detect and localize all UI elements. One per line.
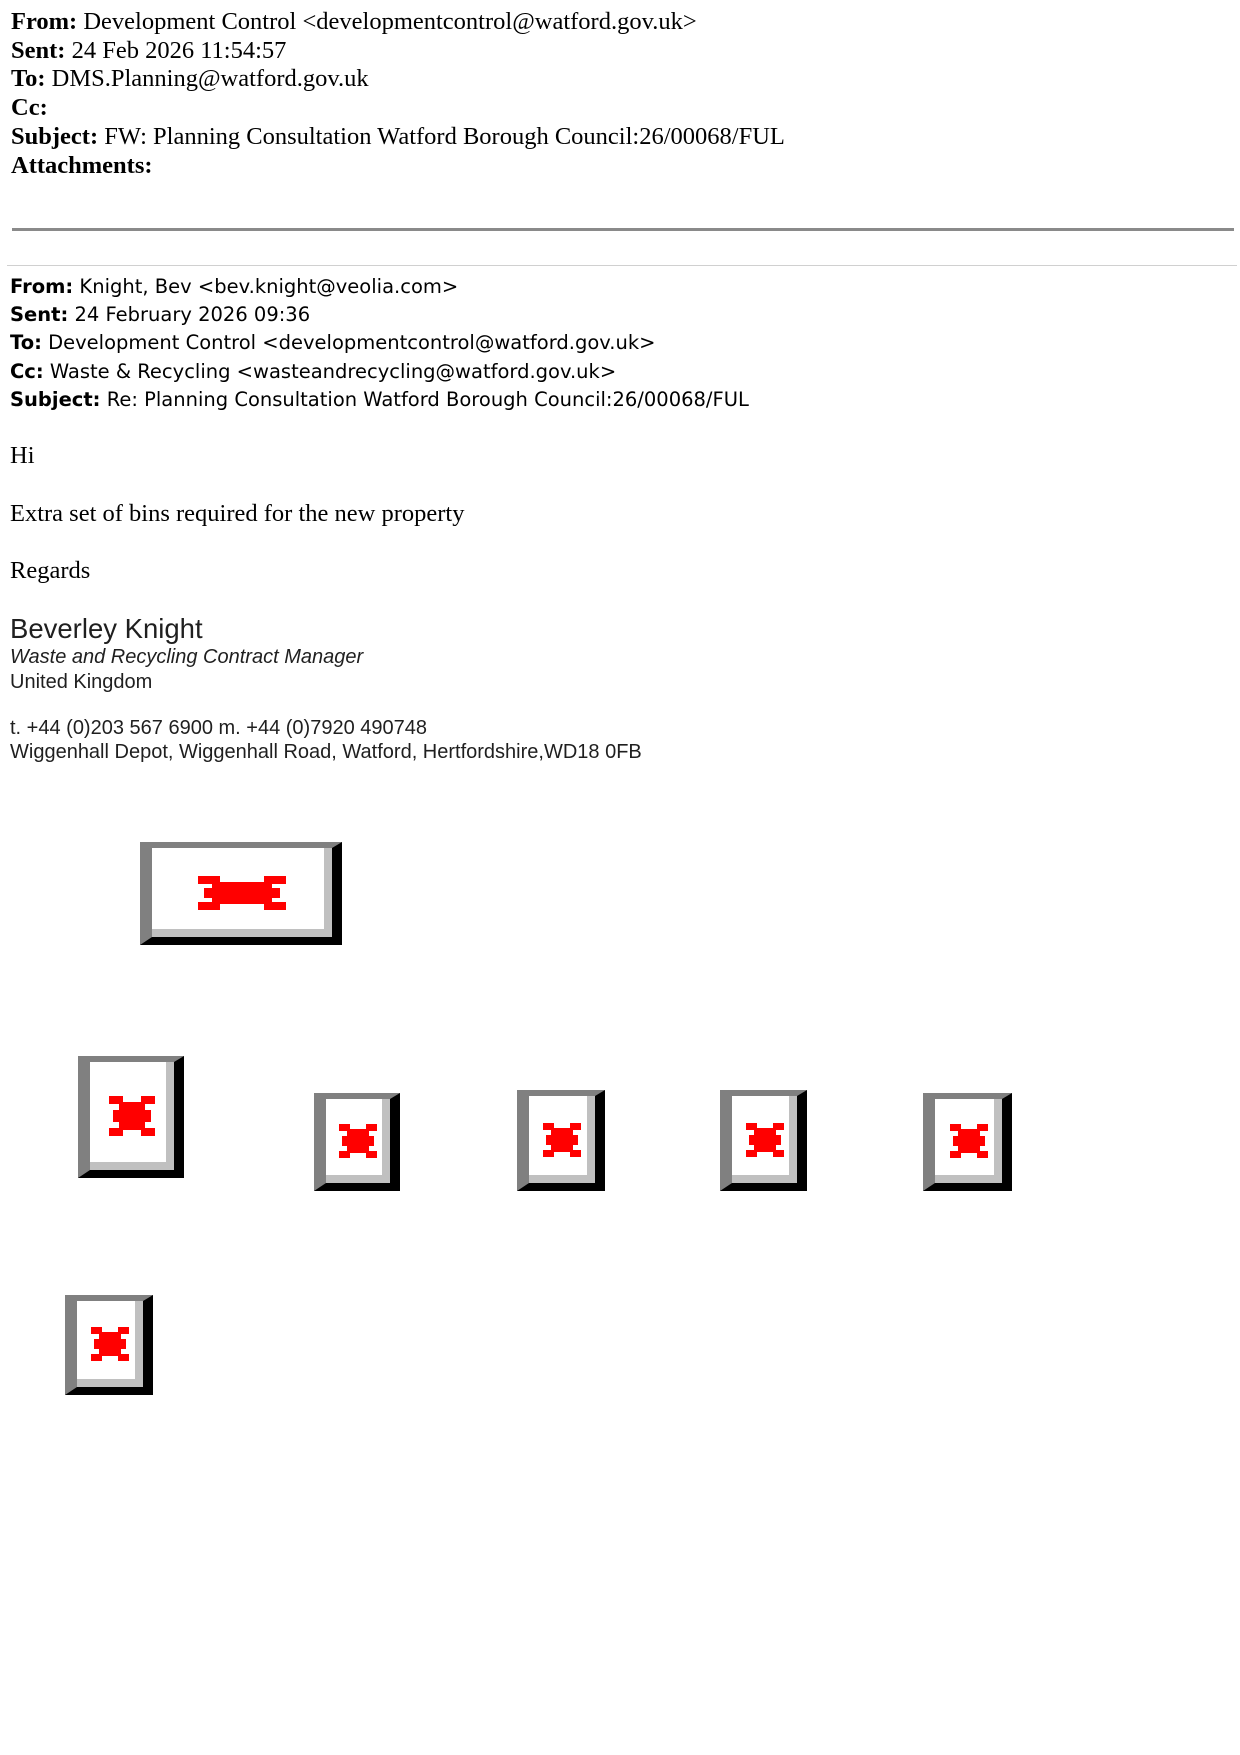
inner-from-label: From: [10, 275, 74, 298]
outer-from-value: Development Control <developmentcontrol@watford.gov.uk> [83, 8, 697, 35]
broken-image-icon [198, 876, 286, 910]
signature-address: Wiggenhall Depot, Wiggenhall Road, Watford, Hertfordshire,WD18 0FB [10, 741, 642, 763]
broken-image-icon [746, 1123, 784, 1157]
broken-image-social-3[interactable] [517, 1090, 605, 1191]
outer-subject-value: FW: Planning Consultation Watford Borough Council:26/00068/FUL [104, 122, 785, 150]
inner-from-row [10, 273, 749, 301]
inner-to-value: Development Control <developmentcontrol@watford.gov.uk> [48, 331, 656, 355]
outer-to-row [11, 65, 785, 94]
broken-image-icon [543, 1123, 581, 1157]
message-text: Extra set of bins required for the new property [10, 500, 465, 527]
broken-image-icon [109, 1096, 155, 1136]
inner-cc-value: Waste & Recycling <wasteandrecycling@watford.gov.uk> [49, 359, 617, 383]
inner-cc-label: Cc: [10, 359, 44, 383]
inner-to-row [10, 329, 749, 357]
broken-image-social-1[interactable] [78, 1056, 184, 1178]
inner-sent-row [10, 301, 749, 329]
outer-attachments-row [11, 152, 785, 181]
outer-cc-label: Cc: [11, 94, 48, 122]
inner-subject-label: Subject: [10, 387, 101, 411]
outer-sent-row [11, 37, 785, 66]
outer-attachments-label: Attachments: [11, 151, 153, 179]
inner-sent-value: 24 February 2026 09:36 [74, 303, 311, 327]
inner-from-value: Knight, Bev <bev.knight@veolia.com> [79, 275, 459, 298]
signature-country: United Kingdom [10, 671, 153, 693]
signature-phones: t. +44 (0)203 567 6900 m. +44 (0)7920 490748 [10, 717, 427, 739]
inner-sent-label: Sent: [10, 303, 69, 327]
broken-image-social-4[interactable] [720, 1090, 807, 1191]
outer-from-label: From: [11, 8, 78, 35]
broken-image-icon [91, 1327, 129, 1361]
outer-email-header [11, 8, 785, 180]
broken-image-icon [339, 1124, 377, 1158]
inner-email-header [10, 273, 749, 414]
signature-name: Beverley Knight [10, 613, 203, 644]
broken-image-logo[interactable] [140, 842, 342, 945]
outer-subject-label: Subject: [11, 122, 99, 150]
message-divider [7, 265, 1237, 266]
broken-image-social-2[interactable] [314, 1093, 400, 1191]
signature-title: Waste and Recycling Contract Manager [10, 646, 364, 668]
broken-image-social-5[interactable] [923, 1093, 1012, 1191]
inner-to-label: To: [10, 331, 42, 355]
message-greeting: Hi [10, 442, 35, 469]
message-signoff: Regards [10, 557, 91, 584]
inner-cc-row [10, 358, 749, 386]
broken-image-footer[interactable] [65, 1295, 153, 1395]
outer-sent-value: 24 Feb 2026 11:54:57 [71, 36, 287, 64]
outer-cc-row [11, 94, 785, 123]
broken-image-icon [950, 1124, 988, 1158]
outer-from-row [11, 8, 785, 37]
outer-subject-row [11, 123, 785, 152]
outer-to-label: To: [11, 65, 46, 93]
inner-subject-value: Re: Planning Consultation Watford Borough Council:26/00068/FUL [106, 387, 749, 411]
outer-to-value: DMS.Planning@watford.gov.uk [51, 65, 369, 93]
inner-subject-row [10, 386, 749, 414]
header-divider [12, 228, 1234, 231]
outer-sent-label: Sent: [11, 36, 66, 64]
